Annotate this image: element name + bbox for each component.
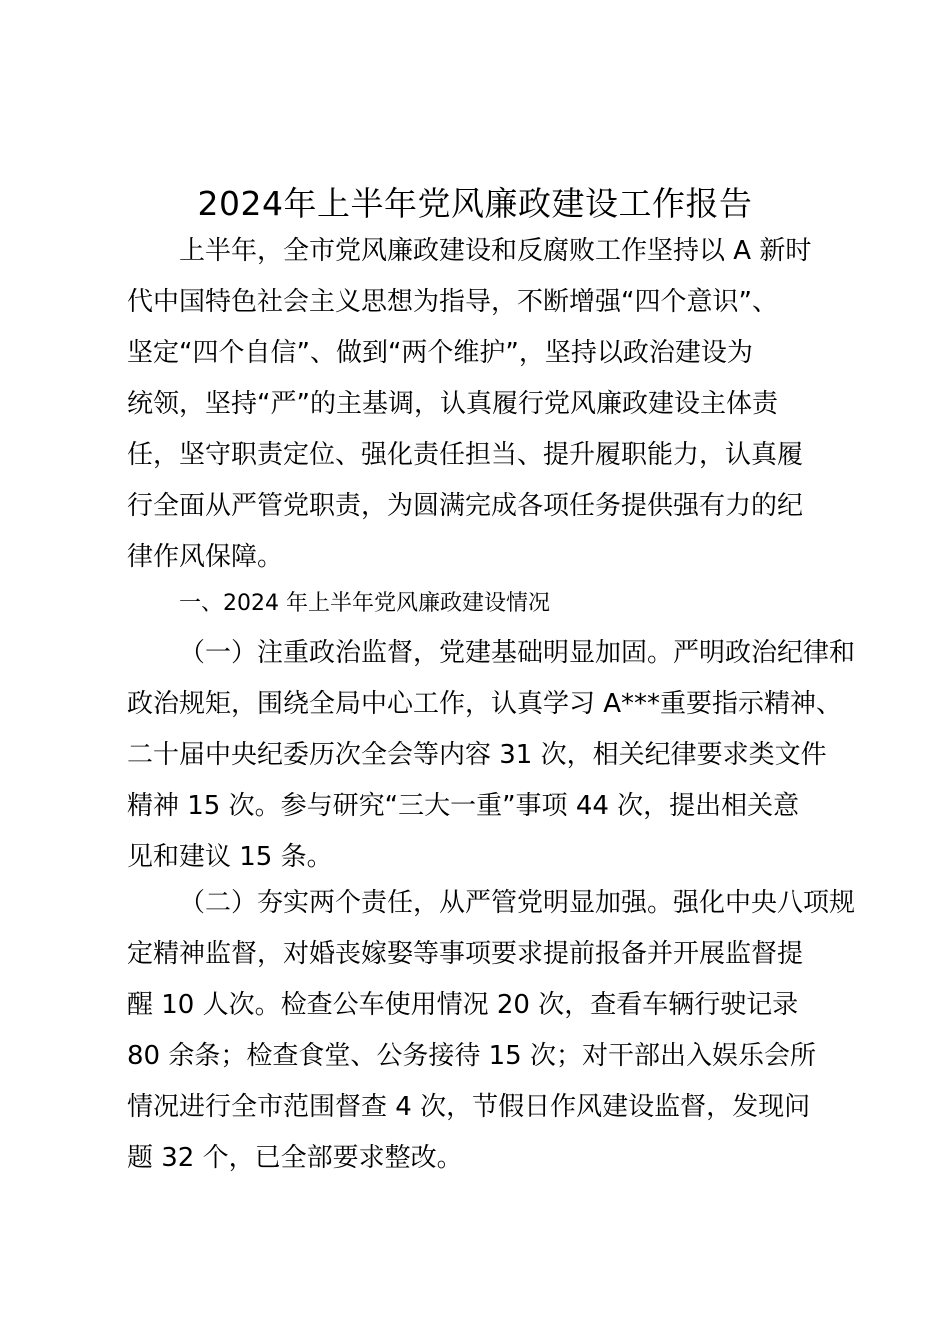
item-line: 情况进行全市范围督查 4 次，节假日作风建设监督，发现问	[127, 1092, 811, 1122]
intro-paragraph	[127, 226, 847, 583]
item-line: 题 32 个，已全部要求整改。	[127, 1143, 463, 1173]
item-line: （一）注重政治监督，党建基础明显加固。严明政治纪律和	[179, 638, 856, 668]
section-heading: 一、2024 年上半年党风廉政建设情况	[179, 591, 550, 616]
item-paragraph-2	[127, 878, 856, 1184]
item-line: 80 余条；检查食堂、公务接待 15 次；对干部出入娱乐会所	[127, 1041, 816, 1071]
item-line: 醒 10 人次。检查公车使用情况 20 次，查看车辆行驶记录	[127, 990, 799, 1020]
intro-line: 坚定“四个自信”、做到“两个维护”，坚持以政治建设为	[127, 338, 753, 368]
item-line: 二十届中央纪委历次全会等内容 31 次，相关纪律要求类文件	[127, 740, 827, 770]
intro-line: 律作风保障。	[127, 542, 284, 572]
item-line: （二）夯实两个责任，从严管党明显加强。强化中央八项规	[179, 888, 856, 918]
intro-line: 行全面从严管党职责，为圆满完成各项任务提供强有力的纪	[127, 491, 804, 521]
item-line: 政治规矩，围绕全局中心工作，认真学习 A***重要指示精神、	[127, 689, 843, 719]
intro-line: 代中国特色社会主义思想为指导，不断增强“四个意识”、	[127, 287, 778, 317]
item-line: 见和建议 15 条。	[127, 842, 333, 872]
item-paragraph-1	[127, 628, 856, 883]
intro-line: 上半年，全市党风廉政建设和反腐败工作坚持以 A 新时	[179, 236, 812, 266]
item-line: 定精神监督，对婚丧嫁娶等事项要求提前报备并开展监督提	[127, 939, 804, 969]
intro-line: 任，坚守职责定位、强化责任担当、提升履职能力，认真履	[127, 440, 804, 470]
document-title: 2024年上半年党风廉政建设工作报告	[197, 184, 753, 223]
item-line: 精神 15 次。参与研究“三大一重”事项 44 次，提出相关意	[127, 791, 800, 821]
intro-line: 统领，坚持“严”的主基调，认真履行党风廉政建设主体责	[127, 389, 778, 419]
